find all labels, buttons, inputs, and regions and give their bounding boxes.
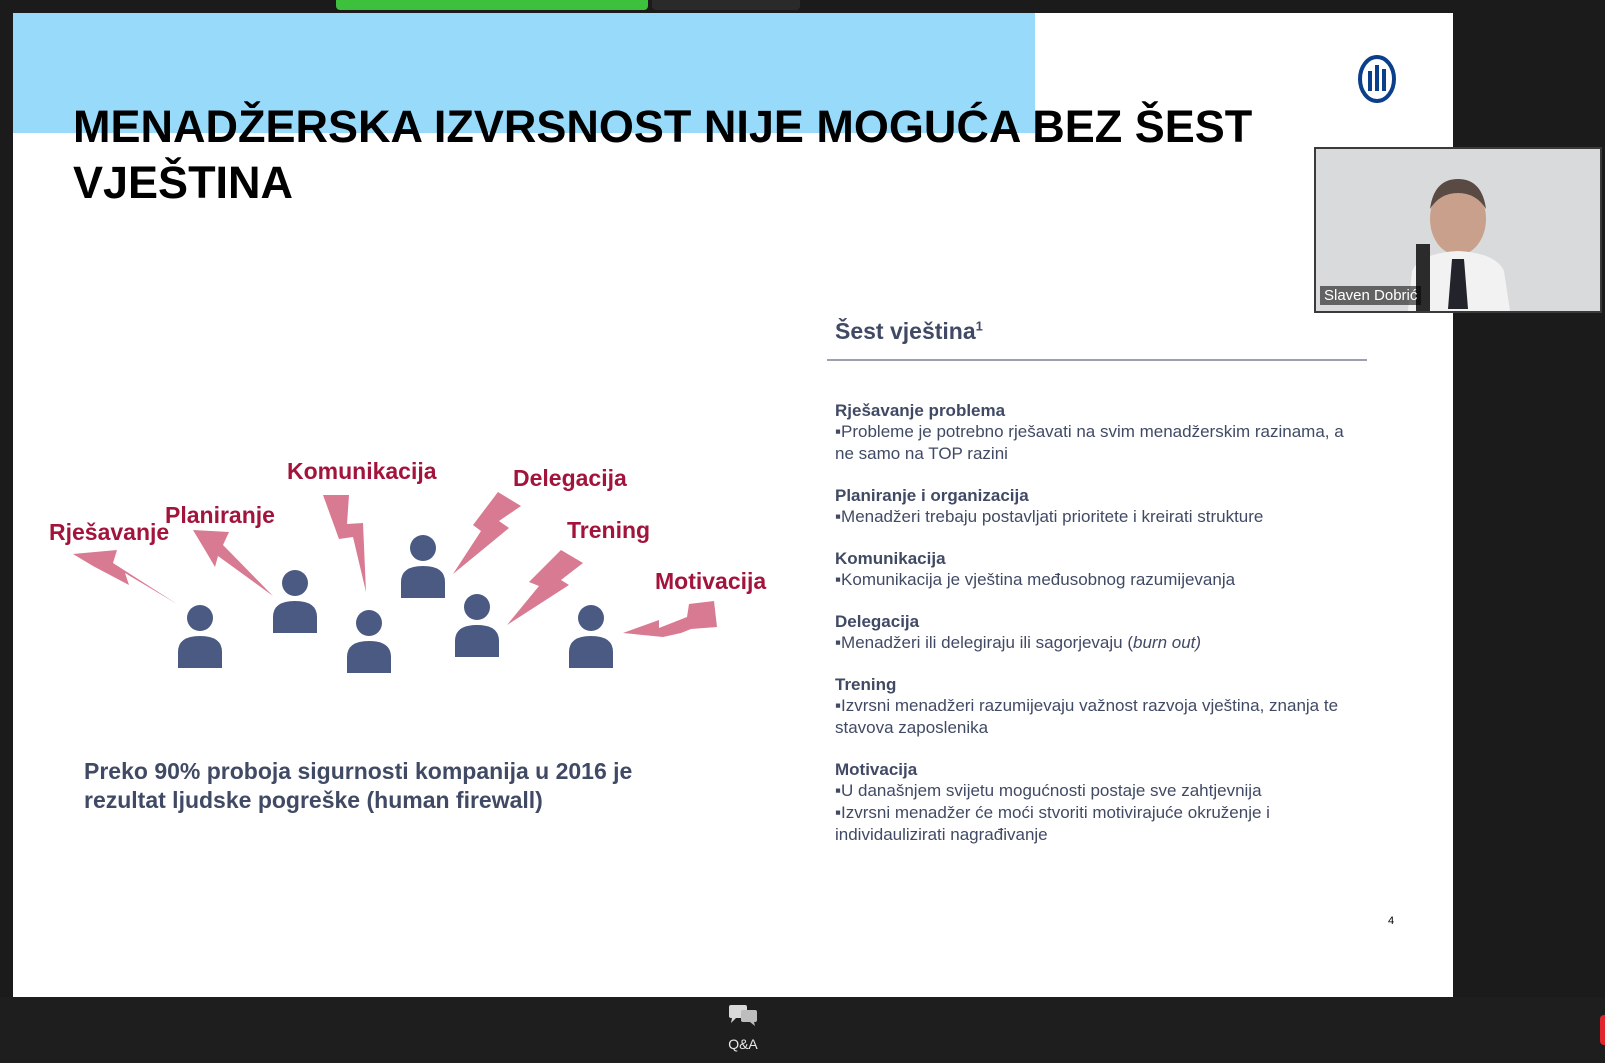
skill-title: Planiranje i organizacija [835, 486, 1029, 505]
participant-name: Slaven Dobrić [1320, 286, 1421, 305]
skill-title: Komunikacija [835, 549, 946, 568]
skill-description-paren: ) [1195, 633, 1202, 652]
skill-description: ▪Izvrsni menadžeri razumijevaju važnost razvoja vještina, znanja te stavova zaposlenika [835, 696, 1339, 737]
illustration-label: Rješavanje [49, 519, 170, 545]
skill-item [835, 611, 1345, 654]
skill-description-text: ▪Menadžeri ili delegiraju ili sagorjevaju ( [835, 633, 1133, 652]
chat-bubbles-icon [727, 1004, 759, 1028]
skill-item [835, 759, 1345, 846]
illustration-label: Delegacija [513, 465, 627, 491]
lightning-bolt [453, 492, 521, 574]
illustration-label: Komunikacija [287, 458, 437, 484]
qa-button[interactable] [718, 1004, 768, 1052]
person-icon [273, 570, 317, 633]
skills-list [835, 400, 1345, 866]
skill-item [835, 674, 1345, 739]
participant-video[interactable] [1314, 147, 1602, 313]
skills-heading-footnote: 1 [975, 318, 983, 334]
person-icon [347, 610, 391, 673]
illustration-label: Motivacija [655, 568, 767, 594]
slide-title: MENADŽERSKA IZVRSNOST NIJE MOGUĆA BEZ ŠEST VJEŠTINA [73, 101, 1253, 208]
illustration-label: Trening [567, 517, 651, 543]
edge-indicator [1600, 1015, 1605, 1045]
skill-title: Trening [835, 675, 897, 694]
skill-description-italic: burn out [1133, 633, 1196, 652]
skill-item [835, 400, 1345, 465]
lightning-bolt [73, 550, 177, 604]
skills-divider [827, 359, 1367, 361]
view-options-button[interactable] [652, 0, 800, 10]
security-stat: Preko 90% proboja sigurnosti kompanija u 2016 je rezultat ljudske pogreške (human firewall) [84, 758, 633, 813]
qa-label: Q&A [728, 1036, 758, 1052]
presentation-slide [13, 13, 1453, 997]
person-icon [401, 535, 445, 598]
skill-description: ▪U današnjem svijetu mogućnosti postaje sve zahtjevnija [835, 781, 1262, 800]
skill-item [835, 485, 1345, 528]
skill-description: ▪Izvrsni menadžer će moći stvoriti motivirajuće okruženje i individaulizirati nagrađivanje [835, 803, 1270, 844]
skill-description: ▪Menadžeri trebaju postavljati prioritete i kreirati strukture [835, 507, 1264, 526]
skill-description: ▪Probleme je potrebno rješavati na svim menadžerskim razinama, a ne samo na TOP razini [835, 422, 1344, 463]
skill-title: Motivacija [835, 760, 918, 779]
lightning-bolt [623, 601, 717, 637]
person-icon [569, 605, 613, 668]
skills-heading-text: Šest vještina [835, 318, 976, 344]
lightning-bolt [507, 550, 583, 625]
person-icon [178, 605, 222, 668]
lightning-bolt [193, 530, 273, 596]
skill-description: ▪Komunikacija je vještina međusobnog razumijevanja [835, 570, 1236, 589]
skill-item [835, 548, 1345, 591]
skill-title: Rješavanje problema [835, 401, 1006, 420]
top-bar [0, 0, 1605, 13]
person-icon [455, 594, 499, 657]
skills-illustration [33, 453, 793, 703]
lightning-bolt [323, 495, 366, 592]
illustration-label: Planiranje [165, 502, 275, 528]
screen-share-banner [336, 0, 648, 10]
skills-heading [835, 318, 983, 345]
company-logo [1357, 53, 1397, 105]
skill-description [835, 632, 1345, 654]
meeting-toolbar [0, 997, 1605, 1063]
skill-title: Delegacija [835, 612, 920, 631]
page-number: 4 [1388, 915, 1395, 927]
